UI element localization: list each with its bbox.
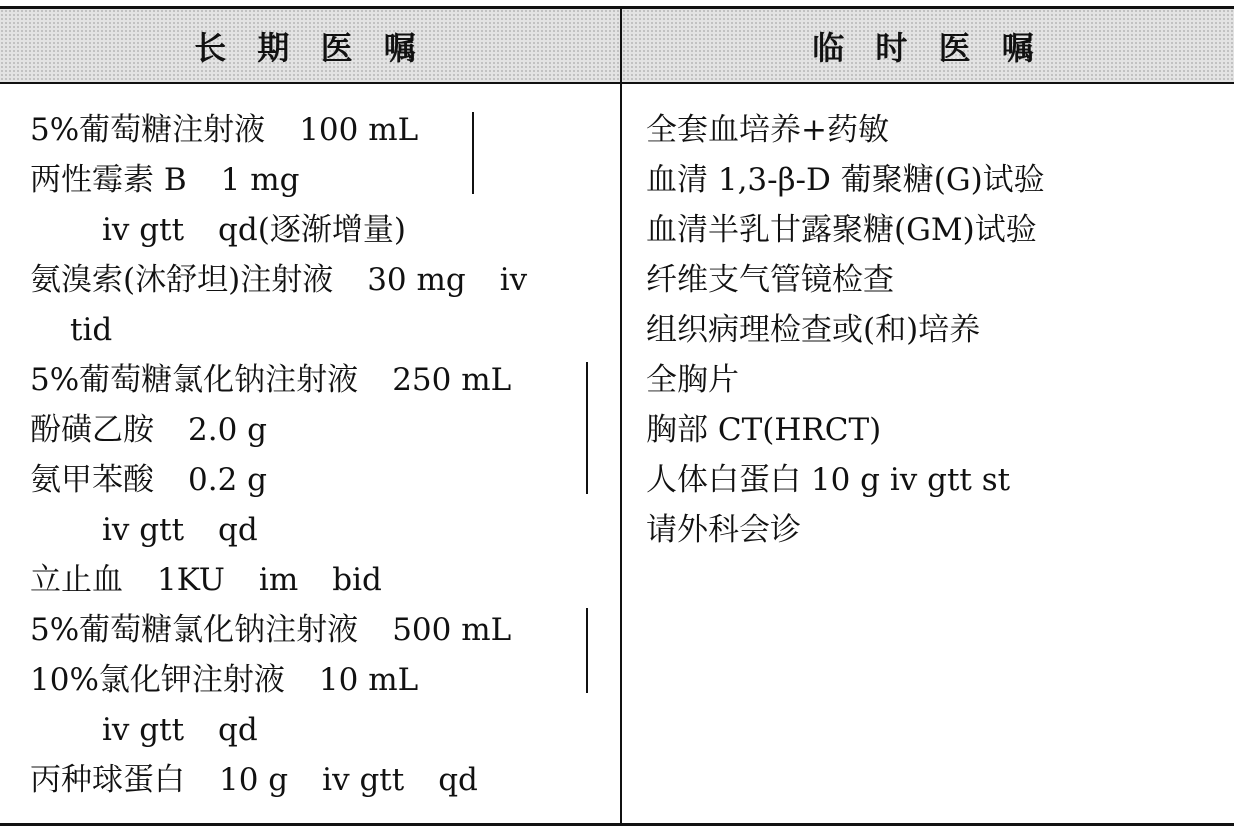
table-bottom-rule bbox=[0, 823, 1234, 826]
drug-name: 氨溴索(沐舒坦)注射液 bbox=[30, 262, 334, 298]
order-line bbox=[30, 605, 610, 655]
order-line bbox=[30, 455, 610, 505]
group-bracket bbox=[472, 112, 474, 194]
drug-name: 酚磺乙胺 bbox=[30, 412, 154, 448]
column-divider-rule bbox=[620, 8, 622, 824]
order-line bbox=[30, 355, 610, 405]
order-line bbox=[30, 555, 610, 605]
dose: 10 g bbox=[219, 762, 289, 798]
temp-order-line: 纤维支气管镜检查 bbox=[646, 262, 894, 298]
order-line bbox=[30, 505, 610, 555]
order-line bbox=[30, 755, 610, 805]
order-line bbox=[30, 705, 610, 755]
route: iv gtt bbox=[102, 712, 185, 748]
drug-name: 5%葡萄糖氯化钠注射液 bbox=[30, 362, 359, 398]
dose: 1KU bbox=[157, 562, 225, 598]
dose: 1 mg bbox=[220, 162, 300, 198]
drug-name: 两性霉素 B bbox=[30, 162, 187, 198]
drug-name: 丙种球蛋白 bbox=[30, 762, 185, 798]
temp-order-line: 血清半乳甘露聚糖(GM)试验 bbox=[646, 212, 1037, 248]
frequency: tid bbox=[70, 312, 113, 348]
temp-order-line: 全胸片 bbox=[646, 362, 739, 398]
temp-order-line: 请外科会诊 bbox=[646, 512, 801, 548]
route: iv gtt bbox=[322, 762, 405, 798]
drug-name: 5%葡萄糖注射液 bbox=[30, 112, 266, 148]
frequency: qd(逐渐增量) bbox=[218, 212, 406, 248]
dose: 30 mg bbox=[367, 262, 466, 298]
long-term-orders-column bbox=[30, 105, 610, 805]
dose: 250 mL bbox=[392, 362, 512, 398]
order-line bbox=[30, 255, 610, 305]
route: im bbox=[258, 562, 299, 598]
frequency: qd bbox=[218, 712, 258, 748]
dose: 500 mL bbox=[392, 612, 512, 648]
order-line bbox=[30, 205, 610, 255]
drug-name: 氨甲苯酸 bbox=[30, 462, 154, 498]
dose: 2.0 g bbox=[188, 412, 267, 448]
order-line bbox=[30, 655, 610, 705]
temp-order-line: 血清 1,3-β-D 葡聚糖(G)试验 bbox=[646, 162, 1045, 198]
order-line bbox=[30, 105, 610, 155]
dose: 10 mL bbox=[318, 662, 419, 698]
drug-name: 5%葡萄糖氯化钠注射液 bbox=[30, 612, 359, 648]
temp-order-line: 胸部 CT(HRCT) bbox=[646, 412, 882, 448]
header-divider-rule bbox=[0, 82, 1234, 84]
drug-name: 立止血 bbox=[30, 562, 123, 598]
frequency: bid bbox=[332, 562, 382, 598]
frequency: qd bbox=[218, 512, 258, 548]
dose: 100 mL bbox=[299, 112, 419, 148]
temp-order-line: 人体白蛋白 10 g iv gtt st bbox=[646, 462, 1011, 498]
route: iv gtt bbox=[102, 512, 185, 548]
order-line bbox=[30, 155, 610, 205]
group-bracket bbox=[586, 608, 588, 693]
drug-name: 10%氯化钾注射液 bbox=[30, 662, 285, 698]
long-term-orders-header: 长 期 医 嘱 bbox=[0, 9, 620, 82]
order-line bbox=[30, 305, 610, 355]
temporary-orders-header: 临 时 医 嘱 bbox=[622, 9, 1234, 82]
order-line bbox=[30, 405, 610, 455]
route: iv gtt bbox=[102, 212, 185, 248]
temporary-orders-column bbox=[646, 105, 1221, 555]
temp-order-line: 组织病理检查或(和)培养 bbox=[646, 312, 981, 348]
group-bracket bbox=[586, 362, 588, 494]
route: iv bbox=[499, 262, 528, 298]
dose: 0.2 g bbox=[188, 462, 267, 498]
frequency: qd bbox=[438, 762, 478, 798]
temp-order-line: 全套血培养+药敏 bbox=[646, 112, 889, 148]
